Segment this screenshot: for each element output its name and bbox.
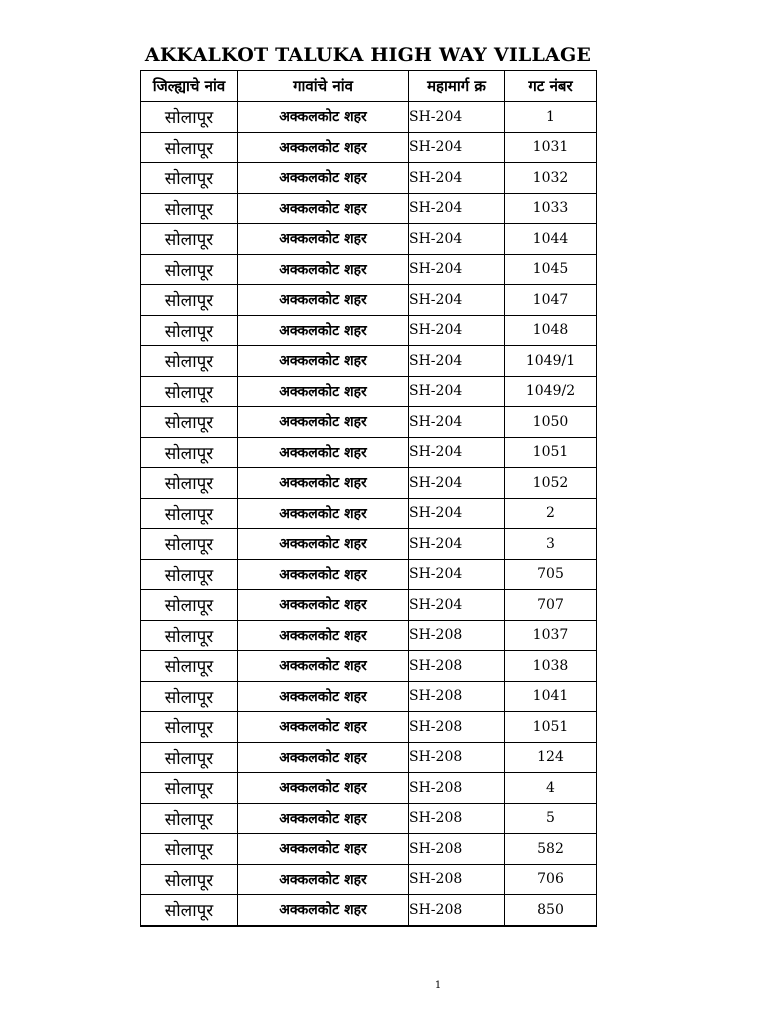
cell-district: सोलापूर: [141, 651, 238, 682]
cell-village: अक्कलकोट शहर: [238, 102, 409, 133]
cell-village: अक्कलकोट शहर: [238, 742, 409, 773]
cell-village: अक्कलकोट शहर: [238, 407, 409, 438]
table-header-row: [141, 71, 597, 102]
cell-district: सोलापूर: [141, 254, 238, 285]
cell-highway: SH-204: [409, 529, 505, 560]
cell-highway: SH-208: [409, 803, 505, 834]
table-row: [141, 193, 597, 224]
cell-district: सोलापूर: [141, 864, 238, 895]
cell-gat: 5: [505, 803, 597, 834]
cell-village: अक्कलकोट शहर: [238, 163, 409, 194]
table-row: [141, 681, 597, 712]
table-row: [141, 346, 597, 377]
cell-village: अक्कलकोट शहर: [238, 773, 409, 804]
cell-village: अक्कलकोट शहर: [238, 437, 409, 468]
cell-gat: 1050: [505, 407, 597, 438]
table-row: [141, 163, 597, 194]
table-row: [141, 498, 597, 529]
cell-highway: SH-204: [409, 163, 505, 194]
cell-gat: 1049/1: [505, 346, 597, 377]
cell-district: सोलापूर: [141, 346, 238, 377]
cell-highway: SH-204: [409, 132, 505, 163]
cell-highway: SH-208: [409, 742, 505, 773]
cell-gat: 4: [505, 773, 597, 804]
table-row: [141, 132, 597, 163]
cell-gat: 1051: [505, 712, 597, 743]
cell-district: सोलापूर: [141, 102, 238, 133]
cell-gat: 1041: [505, 681, 597, 712]
cell-gat: 1033: [505, 193, 597, 224]
cell-village: अक्कलकोट शहर: [238, 193, 409, 224]
cell-village: अक्कलकोट शहर: [238, 651, 409, 682]
cell-district: सोलापूर: [141, 681, 238, 712]
cell-village: अक्कलकोट शहर: [238, 712, 409, 743]
cell-district: सोलापूर: [141, 773, 238, 804]
cell-district: सोलापूर: [141, 163, 238, 194]
cell-village: अक्कलकोट शहर: [238, 559, 409, 590]
table-row: [141, 468, 597, 499]
cell-highway: SH-204: [409, 468, 505, 499]
header-gat-number: गट नंबर: [505, 71, 597, 102]
cell-gat: 582: [505, 834, 597, 865]
table-row: [141, 315, 597, 346]
table-row: [141, 224, 597, 255]
table-row: [141, 376, 597, 407]
cell-highway: SH-204: [409, 498, 505, 529]
page-number: 1: [434, 980, 442, 991]
cell-district: सोलापूर: [141, 193, 238, 224]
cell-district: सोलापूर: [141, 437, 238, 468]
cell-gat: 1032: [505, 163, 597, 194]
table-row: [141, 102, 597, 133]
cell-district: सोलापूर: [141, 803, 238, 834]
cell-village: अक्कलकोट शहर: [238, 468, 409, 499]
table-body: [141, 102, 597, 926]
cell-district: सोलापूर: [141, 895, 238, 926]
cell-district: सोलापूर: [141, 559, 238, 590]
cell-gat: 1031: [505, 132, 597, 163]
cell-gat: 1051: [505, 437, 597, 468]
cell-village: अक्कलकोट शहर: [238, 864, 409, 895]
cell-gat: 1047: [505, 285, 597, 316]
cell-village: अक्कलकोट शहर: [238, 285, 409, 316]
header-highway: महामार्ग क्र: [409, 71, 505, 102]
cell-gat: 1049/2: [505, 376, 597, 407]
cell-village: अक्कलकोट शहर: [238, 498, 409, 529]
cell-village: अक्कलकोट शहर: [238, 620, 409, 651]
cell-district: सोलापूर: [141, 498, 238, 529]
cell-highway: SH-208: [409, 620, 505, 651]
table-row: [141, 407, 597, 438]
cell-highway: SH-204: [409, 285, 505, 316]
cell-highway: SH-204: [409, 346, 505, 377]
table-row: [141, 803, 597, 834]
cell-gat: 1045: [505, 254, 597, 285]
cell-highway: SH-208: [409, 864, 505, 895]
cell-gat: 1052: [505, 468, 597, 499]
cell-highway: SH-208: [409, 773, 505, 804]
table-row: [141, 437, 597, 468]
cell-village: अक्कलकोट शहर: [238, 590, 409, 621]
cell-village: अक्कलकोट शहर: [238, 834, 409, 865]
cell-highway: SH-208: [409, 681, 505, 712]
table-row: [141, 712, 597, 743]
cell-gat: 705: [505, 559, 597, 590]
cell-village: अक्कलकोट शहर: [238, 681, 409, 712]
cell-district: सोलापूर: [141, 590, 238, 621]
table-row: [141, 559, 597, 590]
header-district: जिल्ह्याचे नांव: [141, 71, 238, 102]
cell-district: सोलापूर: [141, 529, 238, 560]
cell-highway: SH-204: [409, 254, 505, 285]
cell-gat: 1037: [505, 620, 597, 651]
cell-gat: 1038: [505, 651, 597, 682]
cell-highway: SH-204: [409, 102, 505, 133]
cell-village: अक्कलकोट शहर: [238, 346, 409, 377]
cell-district: सोलापूर: [141, 315, 238, 346]
cell-village: अक्कलकोट शहर: [238, 315, 409, 346]
cell-highway: SH-204: [409, 315, 505, 346]
table-row: [141, 620, 597, 651]
cell-district: सोलापूर: [141, 712, 238, 743]
cell-highway: SH-204: [409, 407, 505, 438]
cell-district: सोलापूर: [141, 620, 238, 651]
cell-gat: 707: [505, 590, 597, 621]
cell-highway: SH-204: [409, 437, 505, 468]
cell-village: अक्कलकोट शहर: [238, 895, 409, 926]
cell-village: अक्कलकोट शहर: [238, 529, 409, 560]
cell-gat: 1044: [505, 224, 597, 255]
cell-village: अक्कलकोट शहर: [238, 376, 409, 407]
table-row: [141, 254, 597, 285]
highway-village-table: [140, 70, 597, 927]
cell-highway: SH-208: [409, 712, 505, 743]
table-row: [141, 651, 597, 682]
cell-highway: SH-204: [409, 376, 505, 407]
cell-highway: SH-208: [409, 834, 505, 865]
cell-village: अक्कलकोट शहर: [238, 132, 409, 163]
cell-district: सोलापूर: [141, 224, 238, 255]
cell-village: अक्कलकोट शहर: [238, 224, 409, 255]
cell-gat: 2: [505, 498, 597, 529]
cell-highway: SH-204: [409, 559, 505, 590]
cell-highway: SH-208: [409, 895, 505, 926]
cell-district: सोलापूर: [141, 376, 238, 407]
document-title: AKKALKOT TALUKA HIGH WAY VILLAGE: [144, 44, 592, 66]
table-row: [141, 742, 597, 773]
cell-district: सोलापूर: [141, 407, 238, 438]
table-row: [141, 590, 597, 621]
cell-highway: SH-204: [409, 193, 505, 224]
table-row: [141, 285, 597, 316]
cell-gat: 1048: [505, 315, 597, 346]
cell-village: अक्कलकोट शहर: [238, 803, 409, 834]
cell-district: सोलापूर: [141, 132, 238, 163]
cell-district: सोलापूर: [141, 468, 238, 499]
table-row: [141, 773, 597, 804]
cell-highway: SH-208: [409, 651, 505, 682]
cell-district: सोलापूर: [141, 834, 238, 865]
cell-gat: 850: [505, 895, 597, 926]
cell-highway: SH-204: [409, 224, 505, 255]
cell-gat: 124: [505, 742, 597, 773]
cell-village: अक्कलकोट शहर: [238, 254, 409, 285]
cell-district: सोलापूर: [141, 742, 238, 773]
cell-gat: 3: [505, 529, 597, 560]
table-row: [141, 834, 597, 865]
cell-gat: 1: [505, 102, 597, 133]
table-row: [141, 864, 597, 895]
header-village: गावांचे नांव: [238, 71, 409, 102]
cell-highway: SH-204: [409, 590, 505, 621]
table-row: [141, 529, 597, 560]
cell-gat: 706: [505, 864, 597, 895]
table-row: [141, 895, 597, 926]
cell-district: सोलापूर: [141, 285, 238, 316]
